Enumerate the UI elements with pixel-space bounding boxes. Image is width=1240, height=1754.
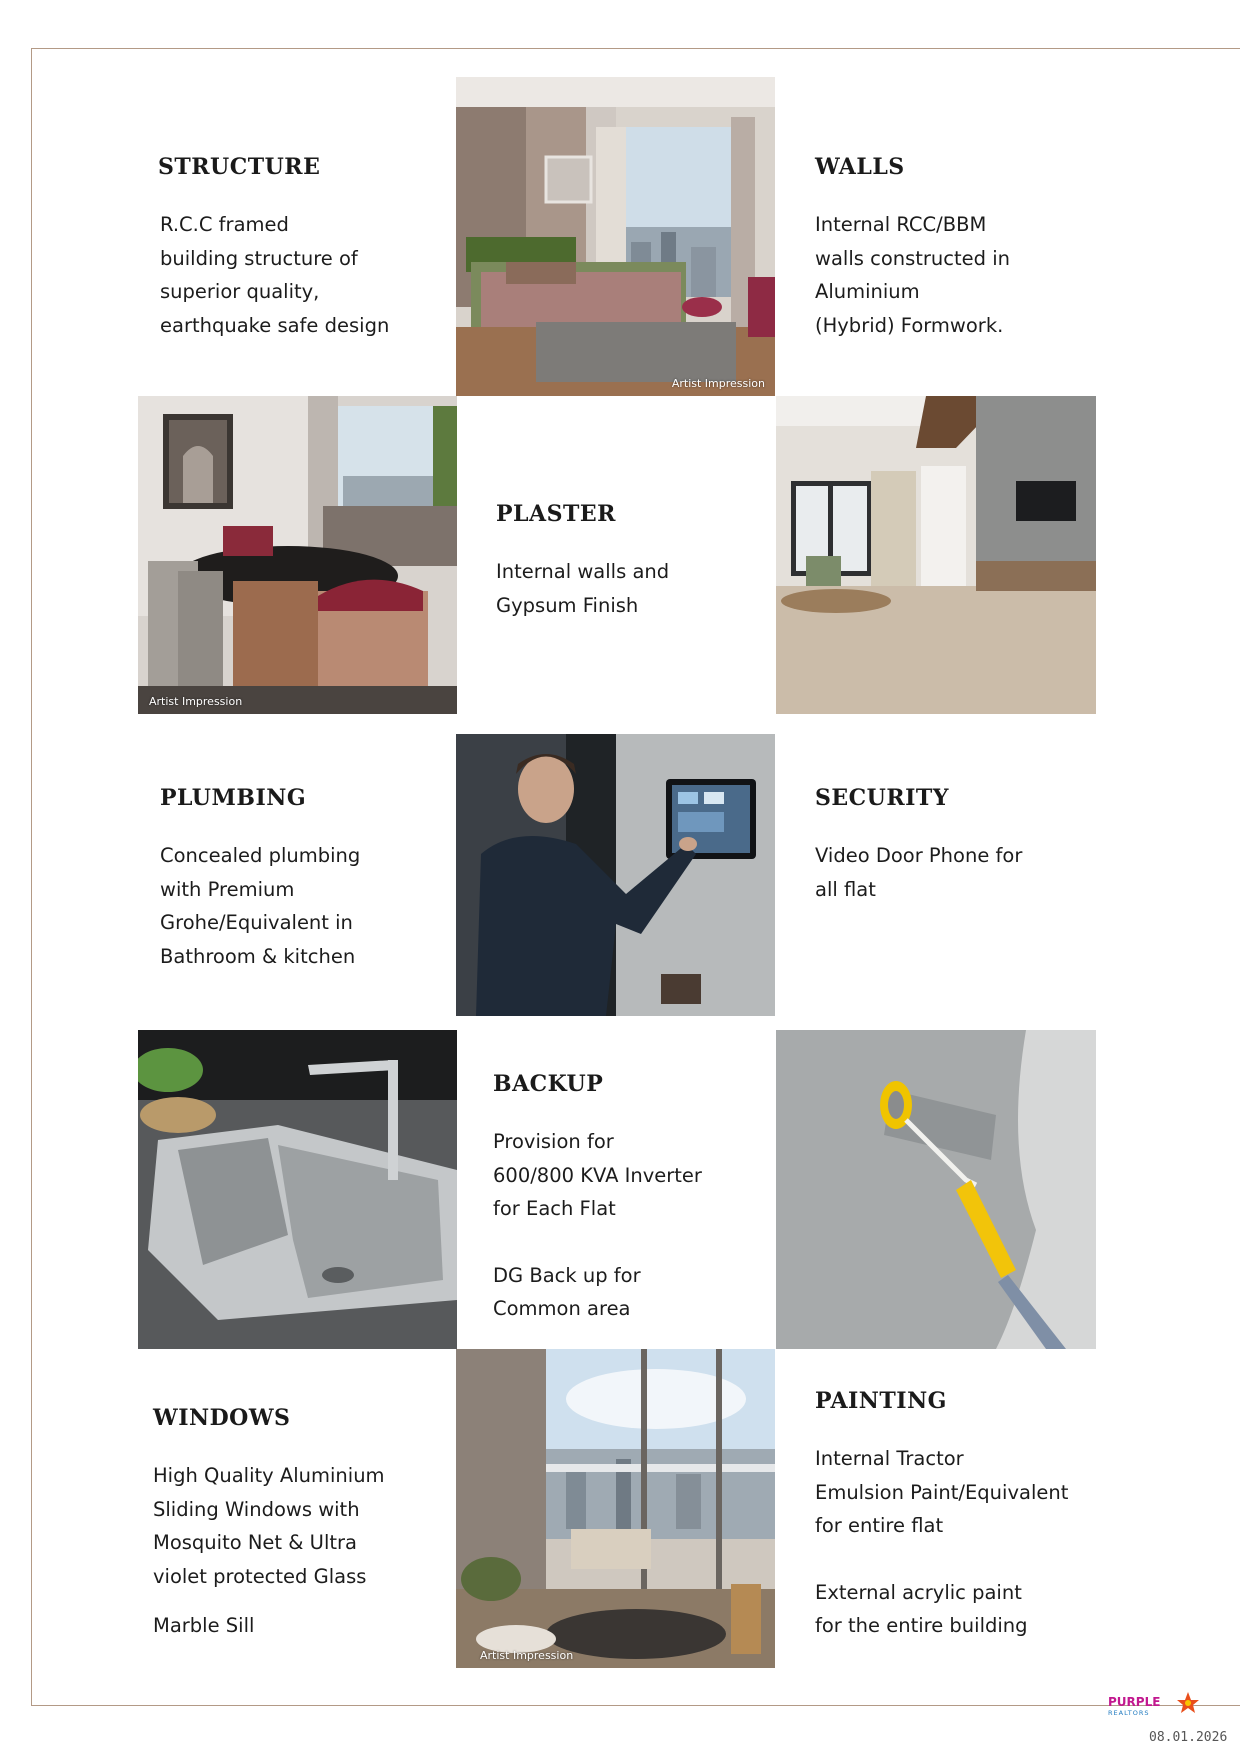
plaster-title: PLASTER bbox=[496, 501, 616, 527]
painting-title: PAINTING bbox=[815, 1388, 947, 1414]
living-view-caption: Artist Impression bbox=[480, 1649, 574, 1662]
windows-text: High Quality Aluminium Sliding Windows with Mosquito Net & Ultra violet protected Glass bbox=[153, 1464, 385, 1588]
living-room-photo bbox=[776, 396, 1096, 714]
walls-text: Internal RCC/BBM walls constructed in Aluminium (Hybrid) Formwork. bbox=[815, 213, 1010, 337]
plaster-text: Internal walls and Gypsum Finish bbox=[496, 560, 670, 617]
security-section bbox=[815, 785, 1022, 906]
smart-panel-photo bbox=[456, 734, 775, 1016]
walls-title: WALLS bbox=[815, 154, 905, 180]
structure-title: STRUCTURE bbox=[158, 154, 321, 180]
plumbing-title: PLUMBING bbox=[160, 785, 307, 811]
logo-text: PURPLE bbox=[1108, 1695, 1161, 1709]
backup-section bbox=[493, 1071, 702, 1326]
purple-realtors-logo bbox=[1108, 1690, 1203, 1720]
structure-section bbox=[158, 154, 389, 342]
dining-caption: Artist Impression bbox=[149, 695, 243, 708]
logo-subtext: REALTORS bbox=[1108, 1709, 1150, 1717]
plumbing-text: Concealed plumbing with Premium Grohe/Equivalent in Bathroom & kitchen bbox=[160, 844, 361, 968]
painting-section bbox=[815, 1388, 1068, 1643]
windows-section bbox=[153, 1405, 385, 1643]
backup-text-dg: DG Back up for Common area bbox=[493, 1263, 641, 1320]
star-icon bbox=[1177, 1692, 1199, 1713]
painting-internal-text: Internal Tractor Emulsion Paint/Equivalent for entire flat bbox=[815, 1447, 1069, 1537]
backup-text-inverter: Provision for 600/800 KVA Inverter for Each Flat bbox=[493, 1130, 702, 1220]
bedroom-photo bbox=[456, 77, 775, 396]
windows-title: WINDOWS bbox=[153, 1405, 291, 1431]
painting-external-text: External acrylic paint for the entire building bbox=[815, 1580, 1028, 1637]
bedroom-caption: Artist Impression bbox=[671, 377, 765, 390]
structure-text: R.C.C framed building structure of superior quality, earthquake safe design bbox=[160, 213, 390, 337]
plaster-section bbox=[496, 501, 669, 622]
security-title: SECURITY bbox=[815, 785, 950, 811]
dining-photo bbox=[138, 396, 457, 714]
windows-sill-text: Marble Sill bbox=[153, 1614, 255, 1637]
paint-roller-photo bbox=[776, 1030, 1096, 1349]
plumbing-section bbox=[160, 785, 360, 973]
security-text: Video Door Phone for all flat bbox=[815, 844, 1023, 901]
backup-title: BACKUP bbox=[493, 1071, 604, 1097]
walls-section bbox=[815, 154, 1010, 342]
date-stamp: 08.01.2026 bbox=[1149, 1730, 1228, 1745]
kitchen-sink-photo bbox=[138, 1030, 457, 1349]
living-view-photo bbox=[456, 1349, 775, 1668]
